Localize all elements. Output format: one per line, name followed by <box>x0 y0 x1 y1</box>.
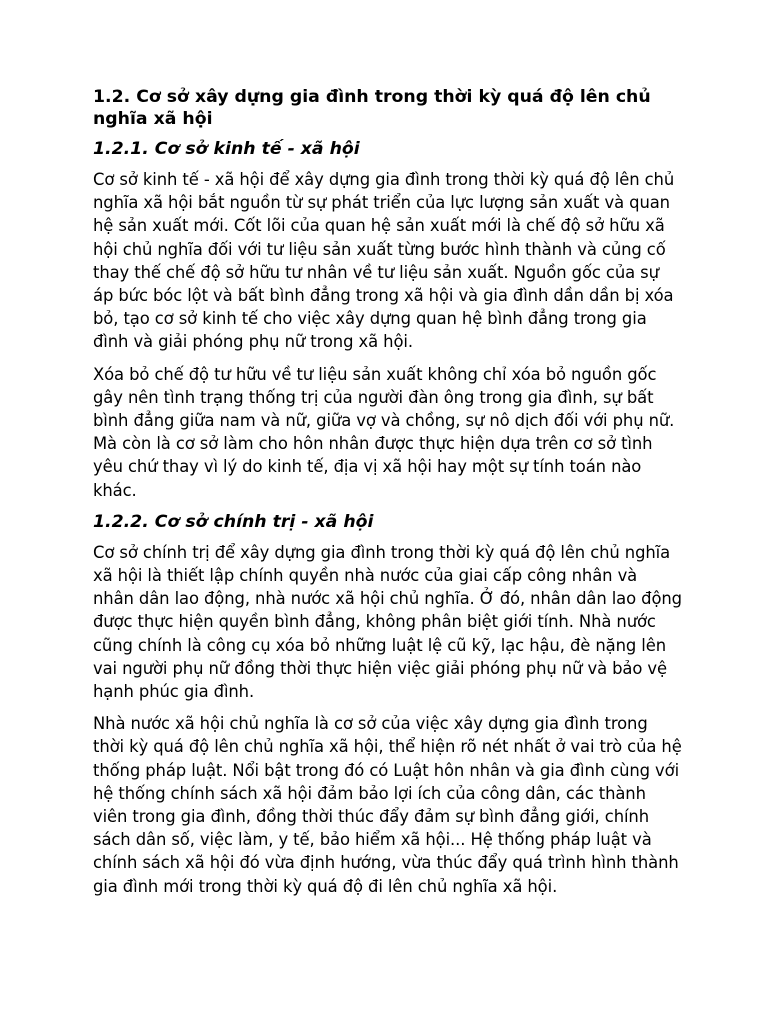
section-title: 1.2. Cơ sở xây dựng gia đình trong thời kỳ quá độ lên chủ nghĩa xã hội <box>93 87 651 129</box>
subsection-title-economic: 1.2.1. Cơ sở kinh tế - xã hội <box>93 139 360 159</box>
subsection-title-political: 1.2.2. Cơ sở chính trị - xã hội <box>93 511 374 532</box>
paragraph: Xóa bỏ chế độ tư hữu về tư liệu sản xuất không chỉ xóa bỏ nguồn gốc gây nên tình trạng thống trị của người đàn ông trong gia đình, sự bất bình đẳng giữa nam và nữ, giữa vợ và chồng, sự nô dịch đối với phụ nữ. Mà còn là cơ sở làm cho hôn nhân được thực hiện dựa trên cơ sở tình yêu chứ thay vì lý do kinh tế, địa vị xã hội hay một sự tính toán nào khác. <box>93 364 675 500</box>
paragraph: Cơ sở kinh tế - xã hội để xây dựng gia đình trong thời kỳ quá độ lên chủ nghĩa xã hội bắt nguồn từ sự phát triển của lực lượng sản xuất và quan hệ sản xuất mới. Cốt lõi của quan hệ sản xuất mới là chế độ sở hữu xã hội chủ nghĩa đối với tư liệu sản xuất từng bước hình thành và củng cố thay thế chế độ sở hữu tư nhân về tư liệu sản xuất. Nguồn gốc của sự áp bức bóc lột và bất bình đẳng trong xã hội và gia đình dần dần bị xóa bỏ, tạo cơ sở kinh tế cho việc xây dựng quan hệ bình đẳng trong gia đình và giải phóng phụ nữ trong xã hội. <box>93 170 675 352</box>
document-page <box>93 86 683 907</box>
paragraph: Nhà nước xã hội chủ nghĩa là cơ sở của việc xây dựng gia đình trong thời kỳ quá độ lên chủ nghĩa xã hội, thể hiện rõ nét nhất ở vai trò của hệ thống pháp luật. Nổi bật trong đó có Luật hôn nhân và gia đình cùng với hệ thống chính sách xã hội đảm bảo lợi ích của công dân, các thành viên trong gia đình, đồng thời thúc đẩy đảm sự bình đẳng giới, chính sách dân số, việc làm, y tế, bảo hiểm xã hội... Hệ thống pháp luật và chính sách xã hội đó vừa định hướng, vừa thúc đẩy quá trình hình thành gia đình mới trong thời kỳ quá độ đi lên chủ nghĩa xã hội. <box>93 714 682 896</box>
paragraph: Cơ sở chính trị để xây dựng gia đình trong thời kỳ quá độ lên chủ nghĩa xã hội là thiết lập chính quyền nhà nước của giai cấp công nhân và nhân dân lao động, nhà nước xã hội chủ nghĩa. Ở đó, nhân dân lao động được thực hiện quyền bình đẳng, không phân biệt giới tính. Nhà nước cũng chính là công cụ xóa bỏ những luật lệ cũ kỹ, lạc hậu, đè nặng lên vai người phụ nữ đồng thời thực hiện việc giải phóng phụ nữ và bảo vệ hạnh phúc gia đình. <box>93 542 682 702</box>
